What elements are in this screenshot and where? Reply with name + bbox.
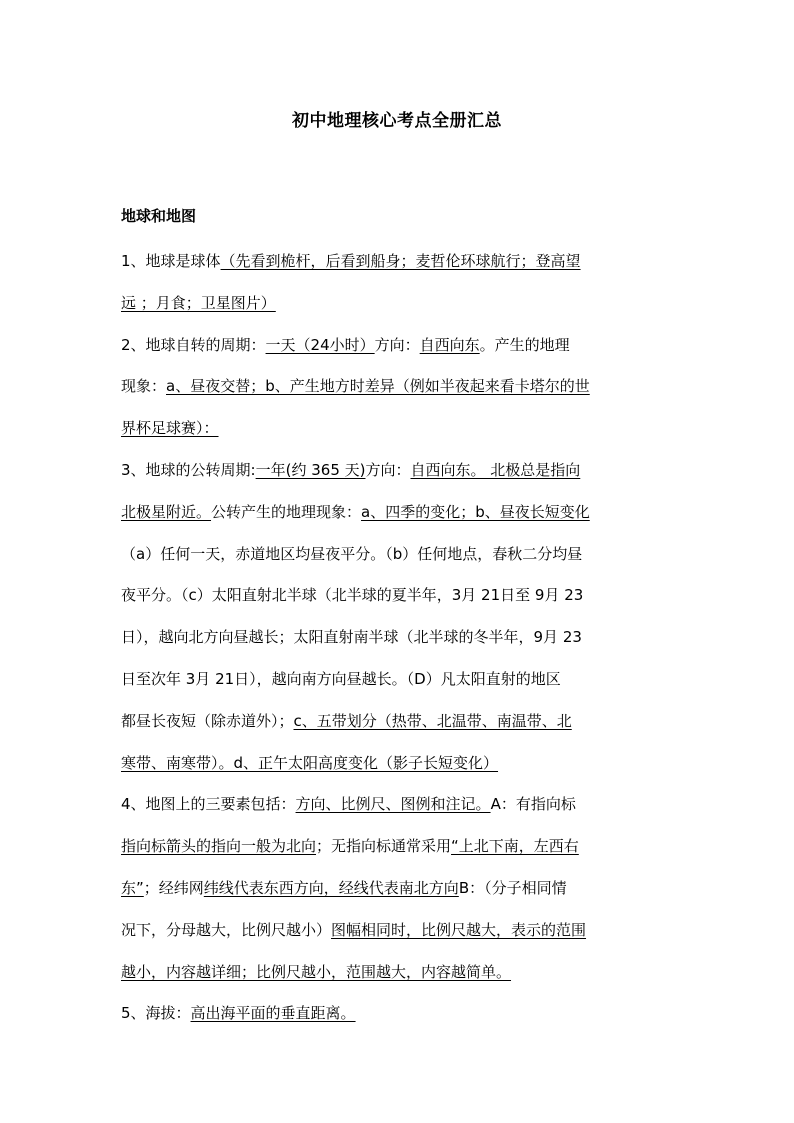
text-segment: 况下，分母越大，比例尺越小） <box>121 920 332 939</box>
underlined-text: 一天（24小时） <box>265 335 375 354</box>
text-segment: 3、地球的公转周期: <box>121 460 256 479</box>
underlined-text: “上北下南，左西右 <box>451 837 579 856</box>
underlined-text: 图幅相同时，比例尺越大，表示的范围 <box>331 920 587 939</box>
text-segment: 都昼长夜短（除赤道外）； <box>121 711 294 730</box>
underlined-text: 东” <box>121 878 144 897</box>
text-line <box>121 701 677 743</box>
text-line <box>121 617 677 659</box>
text-line <box>121 784 677 826</box>
underlined-text: a、昼夜交替；b、产生地方时差异（例如半夜起来看卡塔尔的世 <box>166 377 590 396</box>
text-segment: 5、海拔： <box>121 1004 191 1023</box>
text-segment: ；无指向标通常采用 <box>316 837 452 856</box>
text-segment: ；经纬网 <box>143 878 204 897</box>
underlined-text: 越小，内容越详细；比例尺越小，范围越大，内容越简单。 <box>121 962 512 981</box>
text-segment: 日至次年 3月 21日），越向南方向昼越长。（D）凡太阳直射的地区 <box>121 669 561 688</box>
text-line <box>121 325 677 367</box>
text-line <box>121 408 677 450</box>
text-line <box>121 450 677 492</box>
text-segment: 公转产生的地理现象： <box>211 502 362 521</box>
text-line <box>121 826 677 868</box>
underlined-text: 寒带、南寒带）。d、正午太阳高度变化（影子长短变化） <box>121 753 499 772</box>
text-line <box>121 534 677 576</box>
text-line <box>121 993 677 1035</box>
text-segment: 日），越向北方向昼越长；太阳直射南半球（北半球的冬半年，9月 23 <box>121 628 582 647</box>
underlined-text: 一年(约 365 天) <box>255 460 366 479</box>
text-segment: A：有指向标 <box>490 795 576 814</box>
underlined-text: a、四季的变化；b、昼夜长短变化 <box>361 502 590 521</box>
text-line <box>121 283 677 325</box>
underlined-text: 远 ；月食；卫星图片） <box>121 293 276 312</box>
text-line <box>121 910 677 952</box>
text-line <box>121 868 677 910</box>
section-heading: 地球和地图 <box>121 207 197 225</box>
underlined-text: c、五带划分（热带、北温带、南温带、北 <box>293 711 572 730</box>
text-line <box>121 659 677 701</box>
text-line <box>121 366 677 408</box>
underlined-text: 北极星附近。 <box>121 502 212 521</box>
text-line <box>121 952 677 994</box>
document-body <box>121 241 677 1035</box>
text-segment: 现象： <box>121 377 167 396</box>
text-segment: 方向： <box>374 335 420 354</box>
underlined-text: 高出海平面的垂直距离。 <box>190 1004 356 1023</box>
underlined-text: 方向、比例尺、图例和注记。 <box>295 795 491 814</box>
underlined-text: （先看到桅杆，后看到船身；麦哲伦环球航行；登高望 <box>220 252 581 270</box>
text-line <box>121 575 677 617</box>
text-line <box>121 241 677 283</box>
text-line <box>121 743 677 785</box>
underlined-text: 界杯足球赛）： <box>121 419 219 438</box>
underlined-text: 纬线代表东西方向，经线代表南北方向 <box>203 878 459 897</box>
text-segment: 1、地球是球体 <box>121 252 221 270</box>
text-segment: 4、地图上的三要素包括： <box>121 795 296 814</box>
text-segment: （a）任何一天，赤道地区均昼夜平分。（b）任何地点，春秋二分均昼 <box>121 544 583 563</box>
underlined-text: 自西向东 <box>419 335 480 354</box>
underlined-text: 指向标箭头的指向一般为北向 <box>121 837 317 856</box>
underlined-text: 自西向东。 北极总是指向 <box>410 460 581 479</box>
text-segment: 夜平分。（c）太阳直射北半球（北半球的夏半年，3月 21日至 9月 23 <box>121 586 584 605</box>
text-line <box>121 492 677 534</box>
text-segment: 方向： <box>365 460 411 479</box>
text-segment: 。产生的地理 <box>479 335 570 354</box>
text-segment: B：（分子相同情 <box>458 878 567 897</box>
document-title: 初中地理核心考点全册汇总 <box>292 111 502 131</box>
text-segment: 2、地球自转的周期： <box>121 335 266 354</box>
